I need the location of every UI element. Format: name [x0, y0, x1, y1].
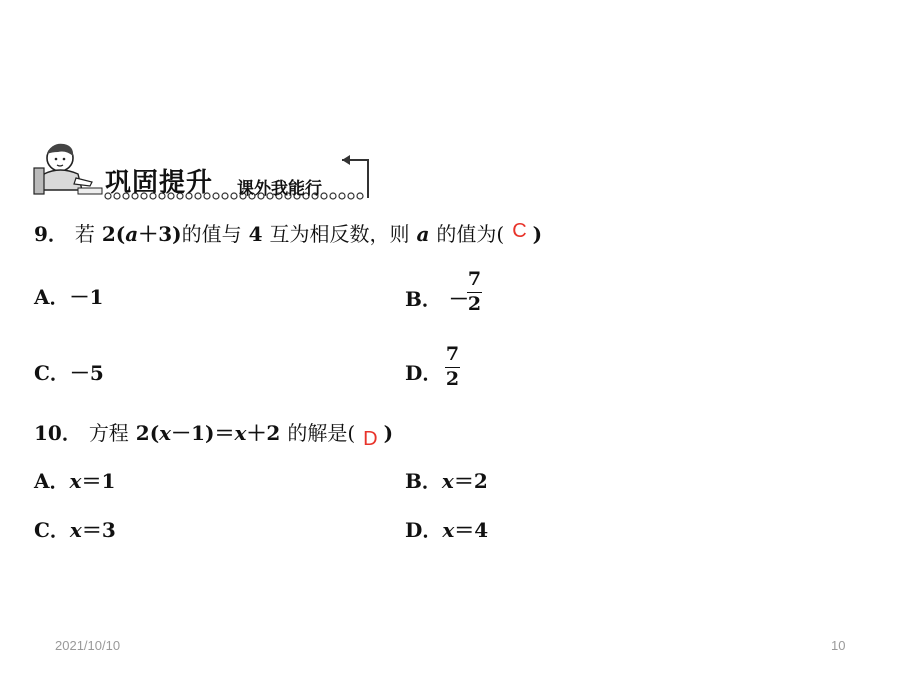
- expression: －1)＝: [171, 421, 235, 445]
- variable: x: [442, 518, 455, 542]
- option-value: ＝3: [81, 518, 116, 542]
- option-b: [405, 289, 469, 309]
- variable: a: [125, 222, 139, 246]
- option-a: [34, 287, 103, 307]
- question-text: 的值与: [181, 222, 242, 246]
- numerator: 7: [467, 268, 482, 290]
- option-label: C．: [34, 518, 70, 542]
- question-10: [34, 421, 394, 450]
- paren-close: ): [532, 222, 543, 246]
- option-b: [405, 471, 488, 491]
- footer-date: 2021/10/10: [55, 638, 121, 653]
- option-a: [34, 471, 115, 491]
- denominator: 2: [445, 367, 460, 390]
- variable: x: [69, 469, 82, 493]
- option-label: B．: [405, 469, 442, 493]
- footer-page-number: 10: [831, 638, 846, 653]
- option-label: D．: [405, 518, 443, 542]
- option-c: [34, 520, 116, 540]
- answer-mark: C: [512, 220, 527, 242]
- option-value: ＝2: [453, 469, 488, 493]
- fraction-b: [467, 270, 482, 315]
- option-sign: －: [448, 287, 469, 311]
- option-d: [405, 520, 488, 540]
- option-d: [405, 363, 442, 383]
- question-text: 互为相反数，则: [269, 222, 410, 246]
- paren-close: ): [383, 421, 394, 445]
- variable: x: [234, 421, 247, 445]
- question-number: 9．: [34, 222, 68, 246]
- fraction-d: [445, 345, 460, 390]
- variable: x: [69, 518, 82, 542]
- variable: x: [159, 421, 172, 445]
- option-value: －5: [69, 361, 104, 385]
- banner-title: 巩固提升: [105, 168, 214, 198]
- option-label: C．: [34, 361, 70, 385]
- banner-subtitle: 课外我能行: [237, 179, 322, 199]
- variable: a: [416, 222, 430, 246]
- arrow-left-icon: [342, 155, 350, 165]
- expression: 2(: [135, 421, 160, 445]
- question-number: 10．: [34, 421, 82, 445]
- option-value: －1: [69, 285, 104, 309]
- option-label: A．: [34, 469, 70, 493]
- question-text: 的解是(: [287, 421, 356, 445]
- option-value: ＝1: [81, 469, 116, 493]
- number: 4: [248, 222, 263, 246]
- answer-mark: D: [363, 428, 378, 450]
- option-c: [34, 363, 104, 383]
- question-text: 若: [74, 222, 95, 246]
- numerator: 7: [445, 343, 460, 365]
- question-9: [34, 220, 543, 246]
- banner-bracket: [342, 160, 368, 198]
- option-label: A．: [34, 285, 70, 309]
- option-label: B．: [405, 287, 442, 311]
- denominator: 2: [467, 292, 482, 315]
- variable: x: [441, 469, 454, 493]
- option-value: ＝4: [454, 518, 489, 542]
- question-text: 的值为(: [436, 222, 505, 246]
- expression: 2(: [101, 222, 126, 246]
- expression: ＋3): [138, 222, 182, 246]
- option-label: D．: [405, 361, 443, 385]
- expression: ＋2: [246, 421, 281, 445]
- student-icon: [34, 144, 102, 194]
- question-text: 方程: [88, 421, 129, 445]
